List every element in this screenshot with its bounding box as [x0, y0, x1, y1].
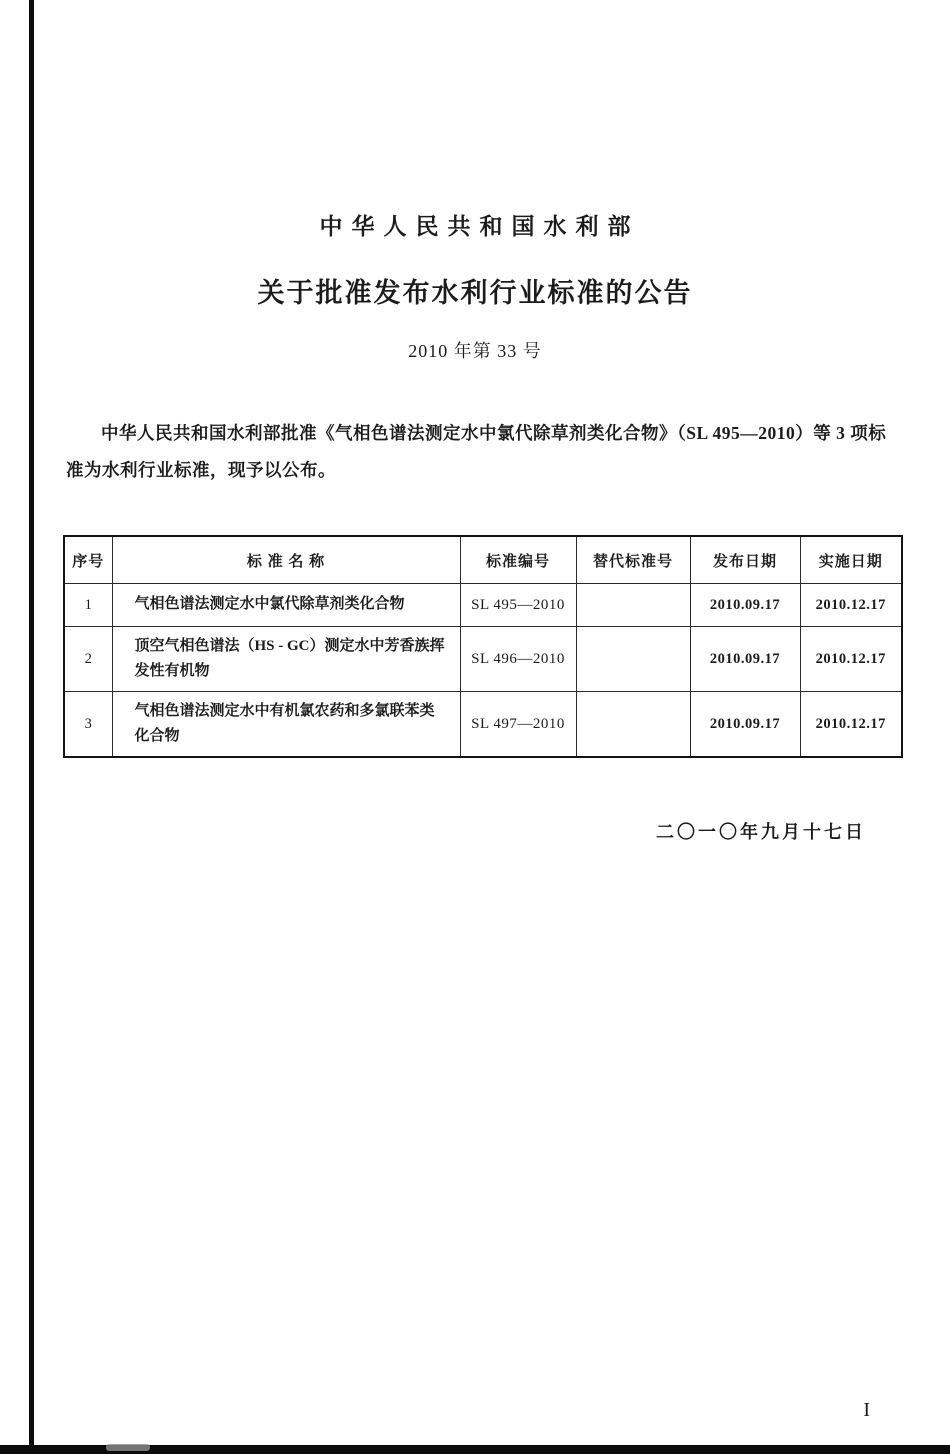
signature-date: 二〇一〇年九月十七日 — [656, 822, 866, 842]
table-row — [64, 692, 902, 758]
cell-standard-code: SL 495—2010 — [460, 584, 576, 627]
col-header-standard-name: 标 准 名 称 — [112, 536, 460, 584]
announcement-number: 2010 年第 33 号 — [408, 341, 542, 361]
cell-replaced-code — [576, 692, 690, 758]
col-header-index: 序号 — [64, 536, 112, 584]
cell-replaced-code — [576, 584, 690, 627]
announcement-body: 中华人民共和国水利部批准《气相色谱法测定水中氯代除草剂类化合物》（SL 495—2010）等 3 项标准为水利行业标准，现予以公布。 — [66, 423, 887, 480]
cell-index: 1 — [64, 584, 112, 627]
cell-index: 2 — [64, 627, 112, 692]
cell-standard-name: 顶空气相色谱法（HS - GC）测定水中芳香族挥发性有机物 — [112, 627, 460, 692]
col-header-replaced-code: 替代标准号 — [576, 536, 690, 584]
cell-index: 3 — [64, 692, 112, 758]
cell-issue-date: 2010.09.17 — [690, 584, 800, 627]
cell-standard-name: 气相色谱法测定水中有机氯农药和多氯联苯类化合物 — [112, 692, 460, 758]
col-header-standard-code: 标准编号 — [460, 536, 576, 584]
cell-replaced-code — [576, 627, 690, 692]
table-header-row — [64, 536, 902, 584]
cell-issue-date: 2010.09.17 — [690, 627, 800, 692]
col-header-effective-date: 实施日期 — [800, 536, 902, 584]
cell-standard-name: 气相色谱法测定水中氯代除草剂类化合物 — [112, 584, 460, 627]
table-row — [64, 584, 902, 627]
announcement-title: 关于批准发布水利行业标准的公告 — [257, 278, 693, 308]
col-header-issue-date: 发布日期 — [690, 536, 800, 584]
table-row — [64, 627, 902, 692]
cell-effective-date: 2010.12.17 — [800, 692, 902, 758]
cell-issue-date: 2010.09.17 — [690, 692, 800, 758]
page-number: I — [863, 1399, 870, 1421]
cell-standard-code: SL 496—2010 — [460, 627, 576, 692]
ministry-name: 中华人民共和国水利部 — [319, 214, 640, 239]
standards-table — [63, 535, 903, 758]
scan-edge-left — [29, 0, 34, 1454]
scan-smudge — [106, 1444, 150, 1451]
cell-effective-date: 2010.12.17 — [800, 584, 902, 627]
cell-effective-date: 2010.12.17 — [800, 627, 902, 692]
cell-standard-code: SL 497—2010 — [460, 692, 576, 758]
